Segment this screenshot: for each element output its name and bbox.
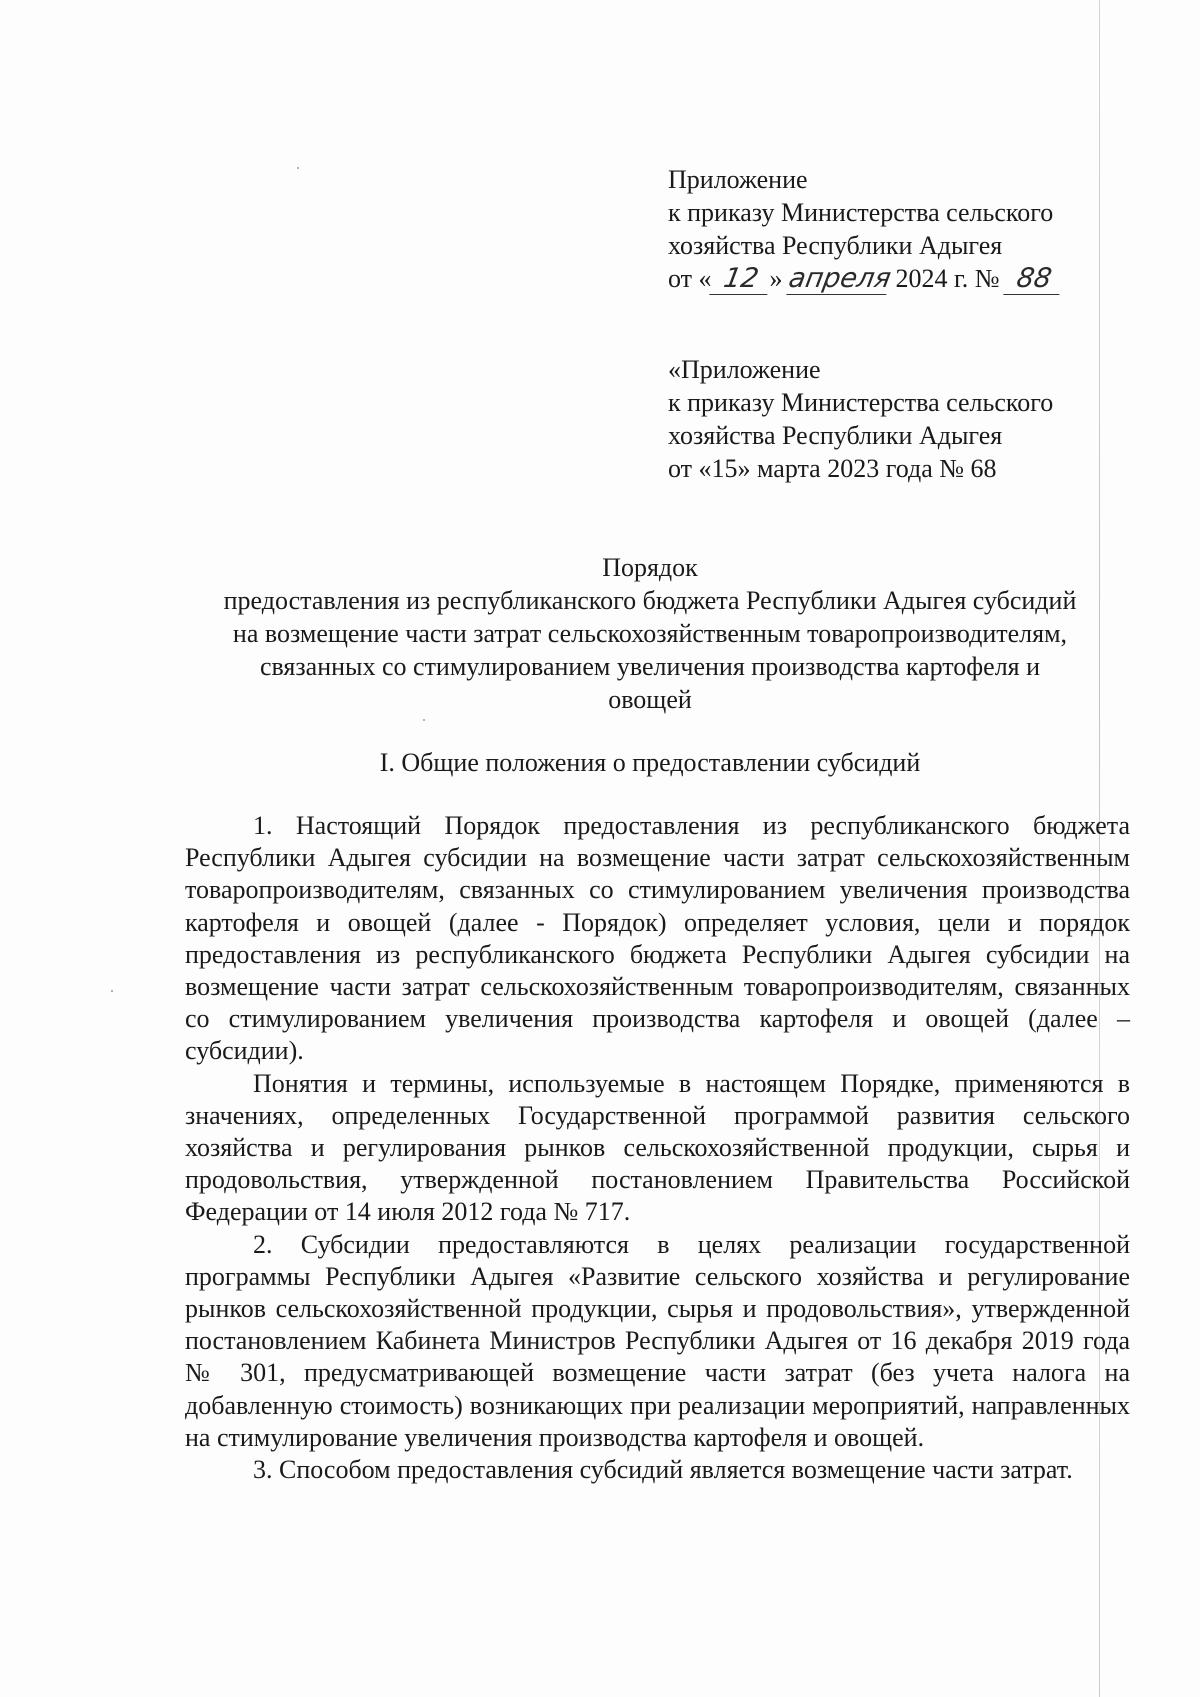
appendix-header-previous (668, 353, 1053, 485)
appendix-label: «Приложение (668, 355, 821, 384)
appendix-order-ref: к приказу Министерства сельского (668, 198, 1054, 227)
paragraph: 2. Субсидии предоставляются в целях реализации государственной программы Республики Адыгея «Развитие сельского хозяйства и регулирование рынков сельскохозяйственной продукции, сырья и продовольствия», утвержденной постановлением Кабинета Министров Республики Адыгея от 16 декабря 2019 года № 301, предусматривающей возмещение части затрат (без учета налога на добавленную стоимость) возникающих при реализации мероприятий, направленных на стимулирование увеличения производства картофеля и овощей. (185, 1229, 1130, 1452)
appendix-date-line (668, 262, 1062, 295)
title-line: на возмещение части затрат сельскохозяйственным товаропроизводителям, (232, 619, 1068, 648)
title-line: связанных со стимулированием увеличения производства картофеля и (259, 652, 1041, 681)
title-line: Порядок (602, 553, 698, 582)
handwritten-month: апреля (786, 263, 894, 294)
date-day-suffix: » (769, 264, 783, 293)
appendix-label: Приложение (668, 165, 808, 194)
document-title (150, 551, 1150, 716)
appendix-ministry: хозяйства Республики Адыгея (668, 231, 1003, 260)
appendix-order-ref: к приказу Министерства сельского (668, 388, 1054, 417)
paragraph: Понятия и термины, используемые в настоящем Порядке, применяются в значениях, определенных Государственной программой развития сельского хозяйства и регулирования рынков сельскохозяйственной продукции, сырья и продовольствия, утвержденной постановлением Правительства Российской Федерации от 14 июля 2012 года № 717. (185, 1068, 1130, 1227)
section-heading: I. Общие положения о предоставлении субсидий (379, 748, 921, 777)
document-body (185, 810, 1130, 1486)
title-line: предоставления из республиканского бюджета Республики Адыгея субсидий (223, 586, 1077, 615)
date-prefix: от « (668, 264, 712, 293)
date-year-number-label: 2024 г. № (895, 264, 1000, 293)
appendix-date: от «15» марта 2023 года № 68 (668, 454, 997, 483)
scan-speck (297, 167, 299, 169)
scan-speck (111, 990, 113, 992)
title-line: овощей (608, 685, 692, 714)
paragraph: 3. Способом предоставления субсидий является возмещение части затрат. (253, 1455, 1073, 1485)
handwritten-order-number: 88 (1003, 264, 1064, 295)
appendix-header-current (668, 163, 1062, 295)
handwritten-day: 12 (709, 264, 772, 295)
paragraph: 1. Настоящий Порядок предоставления из республиканского бюджета Республики Адыгея субсидии на возмещение части затрат сельскохозяйственным товаропроизводителям, связанных со стимулированием увеличения производства картофеля и овощей (далее - Порядок) определяет условия, цели и порядок предоставления из республиканского бюджета Республики Адыгея субсидии на возмещение части затрат сельскохозяйственным товаропроизводителям, связанных со стимулированием увеличения производства картофеля и овощей (далее – субсидии). (185, 811, 1130, 1066)
scan-speck (423, 719, 425, 721)
appendix-ministry: хозяйства Республики Адыгея (668, 421, 1003, 450)
